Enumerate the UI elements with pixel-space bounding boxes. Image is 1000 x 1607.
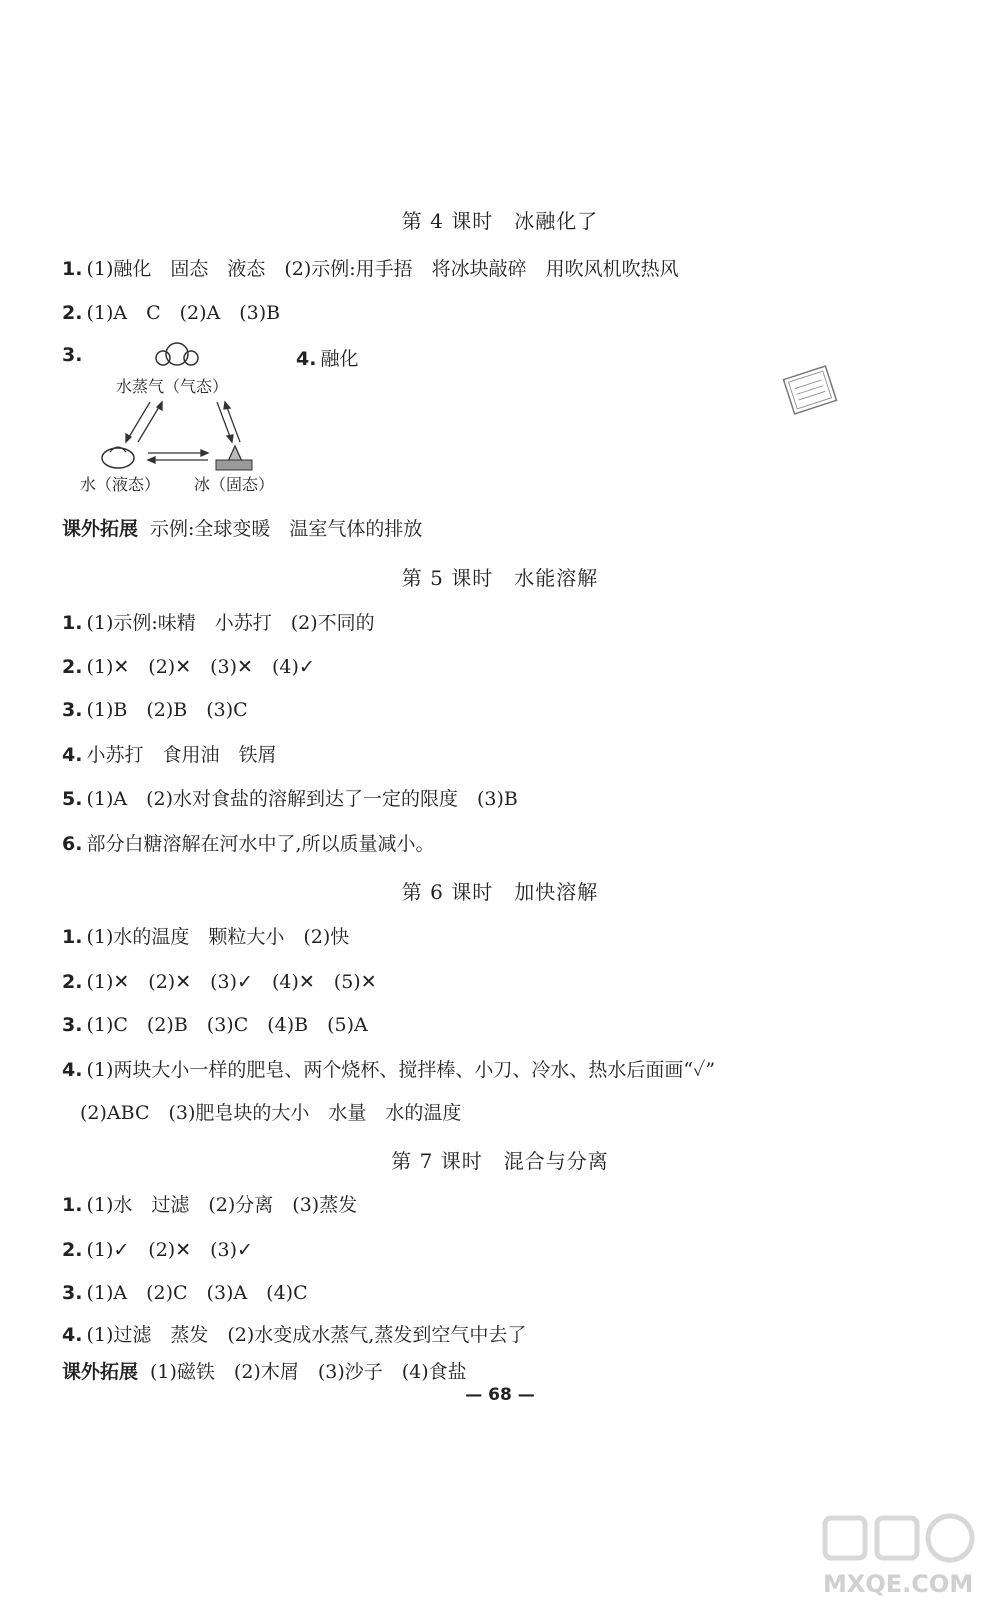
- svg-text:MXQE.COM: MXQE.COM: [823, 1570, 974, 1598]
- lesson7-extension: 课外拓展 (1)磁铁 (2)木屑 (3)沙子 (4)食盐: [62, 1361, 467, 1383]
- lesson6-q3: 3. (1)C (2)B (3)C (4)B (5)A: [62, 1014, 368, 1036]
- lesson5-title: 第 5 课时 水能溶解: [401, 566, 599, 590]
- lesson5-q6: 6. 部分白糖溶解在河水中了,所以质量减小。: [62, 833, 435, 855]
- lesson5-q3: 3. (1)B (2)B (3)C: [62, 699, 248, 721]
- lesson4-q3-label: 3.: [62, 344, 83, 366]
- lesson7-q3: 3. (1)A (2)C (3)A (4)C: [62, 1282, 308, 1304]
- lesson6-q1: 1. (1)水的温度 颗粒大小 (2)快: [62, 926, 350, 948]
- lesson6-q4: 4. (1)两块大小一样的肥皂、两个烧杯、搅拌棒、小刀、冷水、热水后面画“✓”: [62, 1059, 716, 1081]
- lesson7-q4: 4. (1)过滤 蒸发 (2)水变成水蒸气,蒸发到空气中去了: [62, 1324, 527, 1346]
- lesson5-q1: 1. (1)示例:味精 小苏打 (2)不同的: [62, 612, 375, 634]
- arrows-steam-water: [126, 402, 162, 442]
- water-state-cycle-diagram: [80, 340, 280, 500]
- lesson4-title: 第 4 课时 冰融化了: [401, 209, 599, 233]
- watermark-logo: [815, 1510, 985, 1600]
- lesson4-q4: 4. 融化: [296, 348, 359, 370]
- diagram-label-steam: 水蒸气（气态）: [116, 377, 229, 396]
- stamp-icon: [780, 360, 840, 420]
- lesson4-q2: 2. (1)A C (2)A (3)B: [62, 302, 281, 324]
- lesson6-q2: 2. (1)✕ (2)✕ (3)✓ (4)✕ (5)✕: [62, 971, 377, 993]
- lesson5-q5: 5. (1)A (2)水对食盐的溶解到达了一定的限度 (3)B: [62, 788, 518, 810]
- lesson7-q1: 1. (1)水 过滤 (2)分离 (3)蒸发: [62, 1194, 358, 1216]
- arrows-steam-ice: [217, 402, 240, 442]
- water-icon: [102, 447, 134, 468]
- lesson4-extension: 课外拓展 示例:全球变暖 温室气体的排放: [62, 518, 423, 540]
- page-number: — 68 —: [465, 1385, 535, 1405]
- lesson6-q4-cont: (2)ABC (3)肥皂块的大小 水量 水的温度: [80, 1102, 462, 1124]
- lesson5-q4: 4. 小苏打 食用油 铁屑: [62, 744, 277, 766]
- lesson7-title: 第 7 课时 混合与分离: [391, 1149, 609, 1173]
- lesson5-q2: 2. (1)✕ (2)✕ (3)✕ (4)✓: [62, 656, 315, 678]
- diagram-label-ice: 冰（固态）: [194, 475, 275, 494]
- steam-icon: [156, 343, 198, 365]
- arrows-water-ice: [148, 450, 208, 463]
- ice-icon: [216, 446, 252, 470]
- watermark-icon: [825, 1516, 972, 1560]
- lesson6-title: 第 6 课时 加快溶解: [401, 880, 599, 904]
- diagram-label-water: 水（液态）: [80, 475, 161, 494]
- lesson7-q2: 2. (1)✓ (2)✕ (3)✓: [62, 1239, 253, 1261]
- lesson4-q1: 1. (1)融化 固态 液态 (2)示例:用手捂 将冰块敲碎 用吹风机吹热风: [62, 258, 679, 280]
